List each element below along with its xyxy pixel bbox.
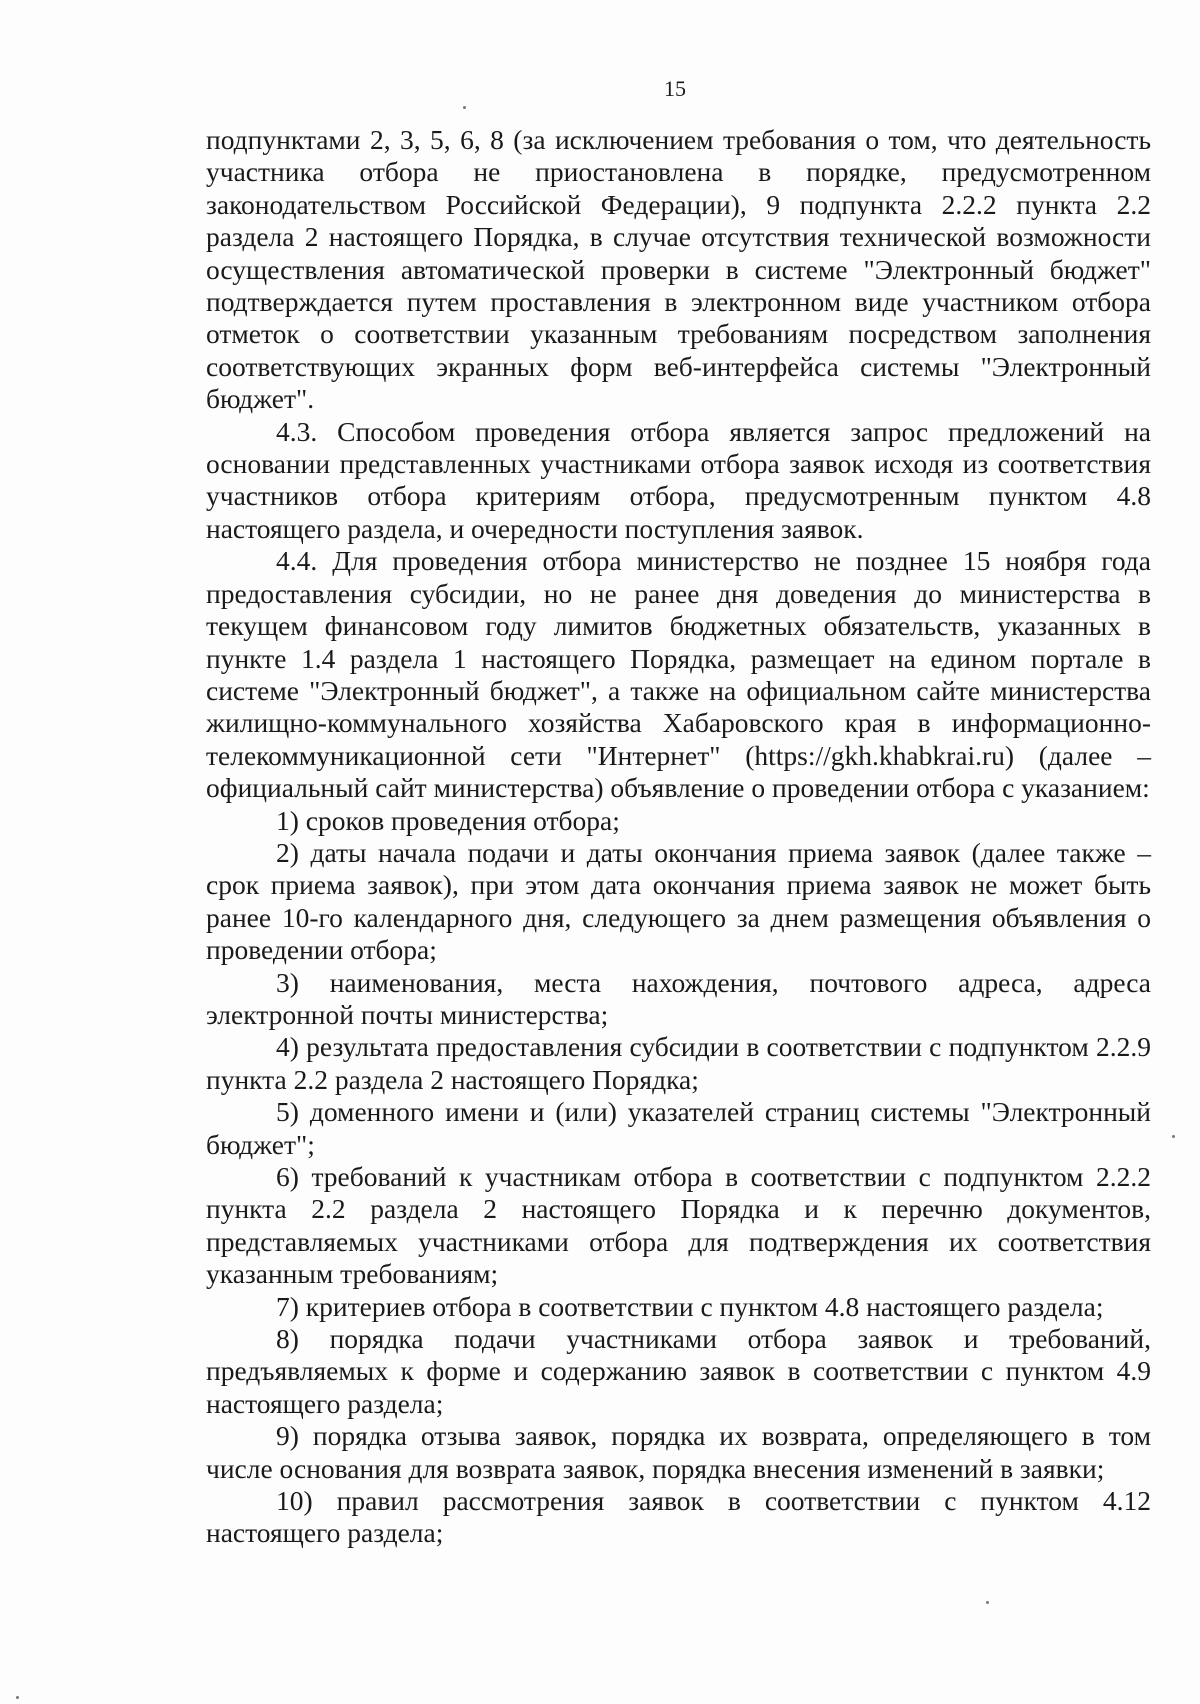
list-item-8: 8) порядка подачи участниками отбора заявок и требований, предъявляемых к форме и содержанию заявок в соответствии с пунктом 4.9 настоящего раздела; [206, 1323, 1151, 1419]
list-item-6: 6) требований к участникам отбора в соответствии с подпунктом 2.2.2 пункта 2.2 раздела 2 настоящего Порядка и к перечню документов, представляемых участниками отбора для подтверждения их соответствия указанным требованиям; [206, 1161, 1151, 1290]
scan-speck [463, 106, 466, 109]
scan-speck [16, 1696, 19, 1699]
list-item-9: 9) порядка отзыва заявок, порядка их возврата, определяющего в том числе основания для возврата заявок, порядка внесения изменений в заявки; [206, 1420, 1151, 1484]
document-body [206, 124, 1151, 1550]
paragraph-4-4: 4.4. Для проведения отбора министерство не позднее 15 ноября года предоставления субсидии, но не ранее дня доведения до министерства в текущем финансовом году лимитов бюджетных обязательств, указанных в пункте 1.4 раздела 1 настоящего Порядка, размещает на едином портале в системе "Электронный бюджет", а также на официальном сайте министерства жилищно-коммунального хозяйства Хабаровского края в информационно-телекоммуникационной сети "Интернет" (https://gkh.khabkrai.ru) (далее – официальный сайт министерства) объявление о проведении отбора с указанием: [206, 545, 1151, 804]
list-item-5: 5) доменного имени и (или) указателей страниц системы "Электронный бюджет"; [206, 1096, 1151, 1160]
page-number: 15 [664, 76, 686, 101]
list-item-4: 4) результата предоставления субсидии в соответствии с подпунктом 2.2.9 пункта 2.2 раздела 2 настоящего Порядка; [206, 1031, 1151, 1095]
list-item-10: 10) правил рассмотрения заявок в соответствии с пунктом 4.12 настоящего раздела; [206, 1485, 1151, 1549]
list-item-3: 3) наименования, места нахождения, почтового адреса, адреса электронной почты министерства; [206, 966, 1151, 1030]
paragraph-4-3: 4.3. Способом проведения отбора является запрос предложений на основании представленных участниками отбора заявок исходя из соответствия участников отбора критериям отбора, предусмотренным пунктом 4.8 настоящего раздела, и очередности поступления заявок. [206, 415, 1151, 544]
scan-speck [986, 1601, 989, 1604]
list-item-2: 2) даты начала подачи и даты окончания приема заявок (далее также – срок приема заявок), при этом дата окончания приема заявок не может быть ранее 10-го календарного дня, следующего за днем размещения объявления о проведении отбора; [206, 836, 1151, 966]
scan-speck [1172, 1135, 1175, 1138]
list-item-1: 1) сроков проведения отбора; [276, 804, 620, 836]
list-item-7: 7) критериев отбора в соответствии с пунктом 4.8 настоящего раздела; [276, 1290, 1104, 1322]
paragraph-continuation: подпунктами 2, 3, 5, 6, 8 (за исключением требования о том, что деятельность участника отбора не приостановлена в порядке, предусмотренном законодательством Российской Федерации), 9 подпункта 2.2.2 пункта 2.2 раздела 2 настоящего Порядка, в случае отсутствия технической возможности осуществления автоматической проверки в системе "Электронный бюджет" подтверждается путем проставления в электронном виде участником отбора отметок о соответствии указанным требованиям посредством заполнения соответствующих экранных форм веб-интерфейса системы "Электронный бюджет". [206, 124, 1151, 415]
